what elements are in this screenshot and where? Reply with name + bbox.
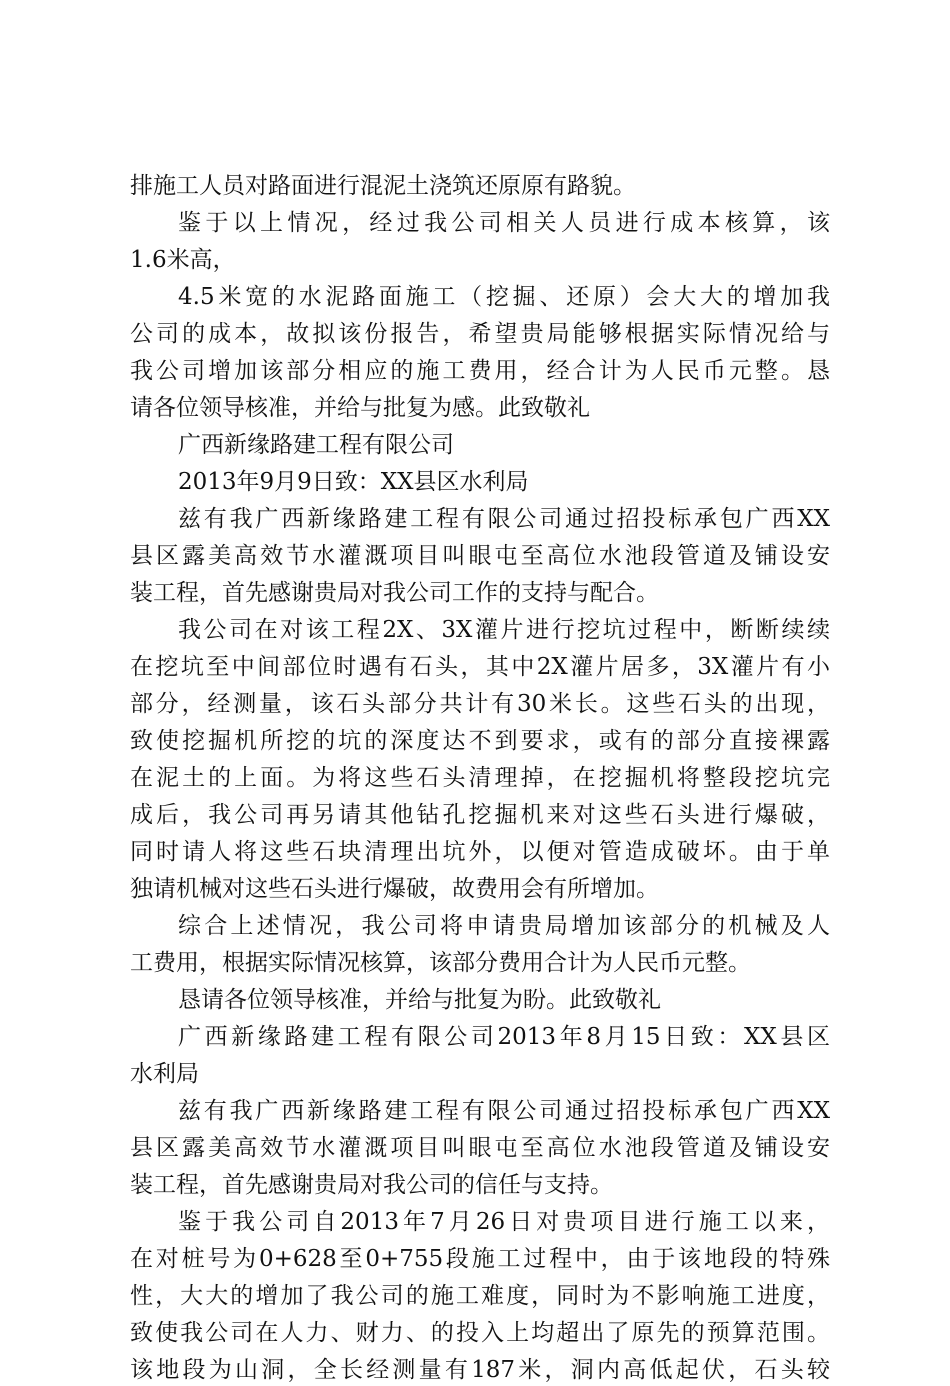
- text-line: 该地段为山洞，全长经测量有187米，洞内高低起伏，石头较: [130, 1357, 830, 1383]
- text-line: 装工程，首先感谢贵局对我公司工作的支持与配合。: [130, 580, 659, 606]
- text-line: 在对桩号为0+628至0+755段施工过程中，由于该地段的特殊: [130, 1246, 830, 1272]
- text-line: 致使我公司在人力、财力、的投入上均超出了原先的预算范围。: [130, 1320, 830, 1344]
- text-line: 我公司在对该工程2X、3X灌片进行挖坑过程中，断断续续: [178, 617, 830, 643]
- text-line: 在泥土的上面。为将这些石头清理掉，在挖掘机将整段挖坑完: [130, 765, 830, 791]
- signature-date-line: 广西新缘路建工程有限公司2013年8月15日致：XX县区: [178, 1024, 830, 1050]
- text-line: 鉴于以上情况，经过我公司相关人员进行成本核算，该: [178, 210, 830, 236]
- text-line: 部分，经测量，该石头部分共计有30米长。这些石头的出现，: [130, 691, 830, 717]
- text-line: 4.5米宽的水泥路面施工（挖掘、还原）会大大的增加我: [178, 284, 830, 310]
- text-line: 致使挖掘机所挖的坑的深度达不到要求，或有的部分直接裸露: [130, 728, 830, 754]
- text-line: 工费用，根据实际情况核算，该部分费用合计为人民币元整。: [130, 950, 751, 976]
- text-line: 请各位领导核准，并给与批复为感。此致敬礼: [130, 395, 590, 421]
- text-line: 水利局: [130, 1061, 199, 1087]
- text-line: 成后，我公司再另请其他钻孔挖掘机来对这些石头进行爆破，: [130, 802, 830, 828]
- text-line: 兹有我广西新缘路建工程有限公司通过招投标承包广西XX: [178, 506, 830, 532]
- text-line: 1.6米高，: [130, 247, 236, 273]
- text-line: 在挖坑至中间部位时遇有石头，其中2X灌片居多，3X灌片有小: [130, 654, 830, 680]
- date-line: 2013年9月9日致：XX县区水利局: [178, 469, 529, 495]
- text-line: 排施工人员对路面进行混泥土浇筑还原原有路貌。: [130, 173, 636, 199]
- text-line: 同时请人将这些石块清理出坑外，以便对管造成破坏。由于单: [130, 839, 830, 865]
- text-line: 综合上述情况，我公司将申请贵局增加该部分的机械及人: [178, 913, 830, 939]
- text-line: 县区露美高效节水灌溉项目叫眼屯至高位水池段管道及铺设安: [130, 1135, 830, 1161]
- text-line: 县区露美高效节水灌溉项目叫眼屯至高位水池段管道及铺设安: [130, 543, 830, 569]
- text-line: 兹有我广西新缘路建工程有限公司通过招投标承包广西XX: [178, 1098, 830, 1124]
- signature-company: 广西新缘路建工程有限公司: [178, 432, 454, 458]
- text-line: 我公司增加该部分相应的施工费用，经合计为人民币元整。恳: [130, 358, 830, 384]
- text-line: 独请机械对这些石头进行爆破，故费用会有所增加。: [130, 876, 659, 902]
- text-line: 装工程，首先感谢贵局对我公司的信任与支持。: [130, 1172, 613, 1198]
- text-line: 公司的成本，故拟该份报告，希望贵局能够根据实际情况给与: [130, 321, 830, 347]
- text-line: 鉴于我公司自2013年7月26日对贵项目进行施工以来，: [178, 1209, 830, 1235]
- text-line: 性，大大的增加了我公司的施工难度，同时为不影响施工进度，: [130, 1283, 830, 1309]
- text-line: 恳请各位领导核准，并给与批复为盼。此致敬礼: [178, 987, 661, 1013]
